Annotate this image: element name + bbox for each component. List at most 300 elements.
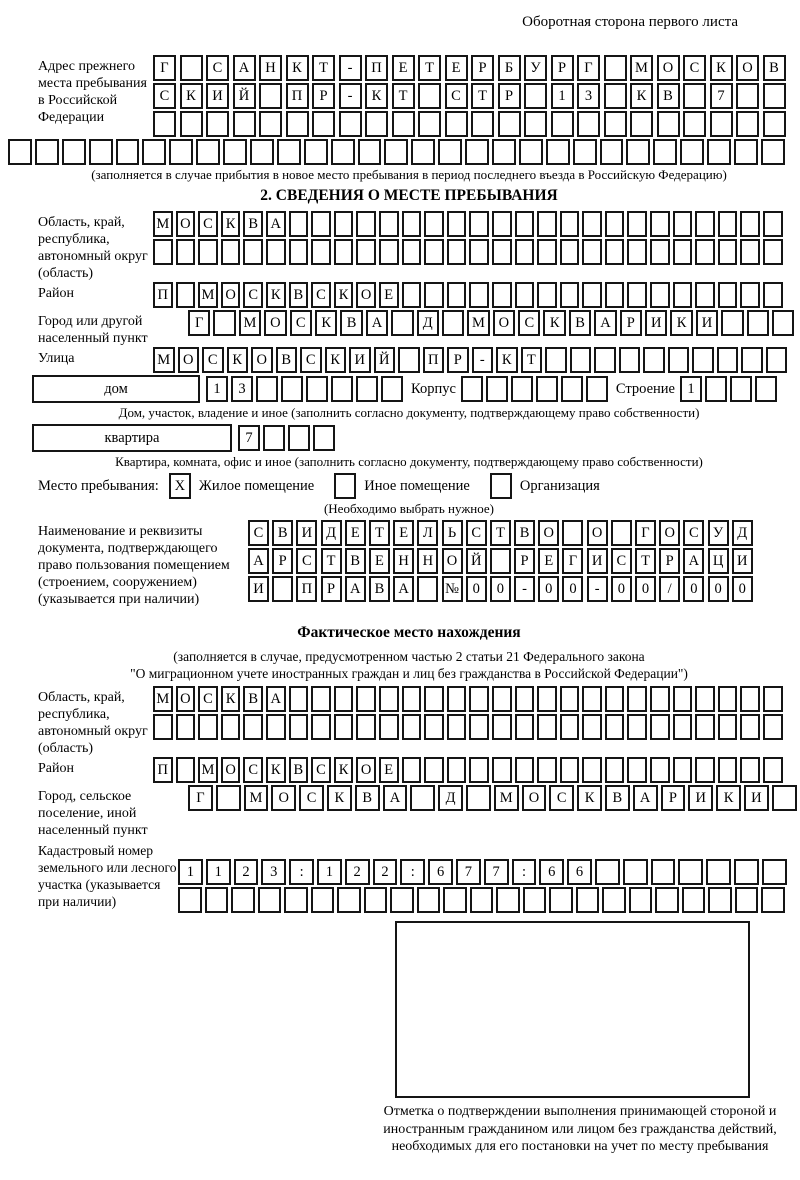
char-box[interactable]: О [587, 520, 608, 546]
char-box[interactable] [683, 83, 706, 109]
char-box[interactable]: 0 [732, 576, 753, 602]
char-box[interactable] [492, 686, 512, 712]
char-box[interactable]: О [221, 757, 241, 783]
char-box[interactable] [611, 520, 632, 546]
char-box[interactable] [650, 714, 670, 740]
char-box[interactable] [740, 686, 760, 712]
char-box[interactable]: Е [393, 520, 414, 546]
char-box[interactable] [392, 111, 415, 137]
char-box[interactable] [334, 686, 354, 712]
char-box[interactable]: К [266, 757, 286, 783]
char-box[interactable]: К [710, 55, 733, 81]
char-box[interactable]: 6 [428, 859, 453, 885]
char-box[interactable]: 2 [234, 859, 259, 885]
char-box[interactable] [356, 239, 376, 265]
char-box[interactable] [470, 887, 494, 913]
char-box[interactable] [718, 282, 738, 308]
char-box[interactable] [657, 111, 680, 137]
char-box[interactable] [735, 887, 759, 913]
char-box[interactable] [356, 686, 376, 712]
char-box[interactable]: С [311, 282, 331, 308]
char-box[interactable] [469, 757, 489, 783]
char-box[interactable]: А [248, 548, 269, 574]
char-box[interactable] [447, 686, 467, 712]
char-box[interactable] [747, 310, 769, 336]
char-box[interactable] [469, 239, 489, 265]
char-box[interactable]: С [683, 55, 706, 81]
char-box[interactable]: 0 [611, 576, 632, 602]
char-box[interactable]: У [708, 520, 729, 546]
char-box[interactable] [604, 55, 627, 81]
char-box[interactable] [623, 859, 648, 885]
char-box[interactable]: О [271, 785, 296, 811]
char-box[interactable] [496, 887, 520, 913]
char-box[interactable] [418, 83, 441, 109]
char-box[interactable] [176, 282, 196, 308]
char-box[interactable]: О [493, 310, 515, 336]
char-box[interactable]: 0 [683, 576, 704, 602]
char-box[interactable] [331, 376, 353, 402]
char-box[interactable]: - [472, 347, 494, 373]
char-box[interactable]: 3 [577, 83, 600, 109]
char-box[interactable] [447, 211, 467, 237]
char-box[interactable] [682, 887, 706, 913]
checkbox-other-premises[interactable] [334, 473, 356, 499]
char-box[interactable]: Т [321, 548, 342, 574]
char-box[interactable]: А [366, 310, 388, 336]
char-box[interactable] [196, 139, 220, 165]
char-box[interactable] [289, 714, 309, 740]
char-box[interactable]: О [356, 757, 376, 783]
char-box[interactable] [560, 282, 580, 308]
char-box[interactable] [402, 239, 422, 265]
char-box[interactable]: Н [259, 55, 282, 81]
char-box[interactable]: П [423, 347, 445, 373]
char-box[interactable]: К [334, 282, 354, 308]
char-box[interactable] [379, 239, 399, 265]
char-box[interactable] [605, 282, 625, 308]
char-box[interactable] [515, 282, 535, 308]
char-box[interactable]: Г [562, 548, 583, 574]
char-box[interactable]: В [289, 757, 309, 783]
char-box[interactable]: : [512, 859, 537, 885]
char-box[interactable] [424, 239, 444, 265]
char-box[interactable]: Р [471, 55, 494, 81]
char-box[interactable] [492, 239, 512, 265]
char-box[interactable] [762, 859, 787, 885]
char-box[interactable] [740, 282, 760, 308]
char-box[interactable] [447, 282, 467, 308]
char-box[interactable]: 1 [551, 83, 574, 109]
char-box[interactable] [600, 139, 624, 165]
char-box[interactable] [560, 239, 580, 265]
char-box[interactable]: Е [345, 520, 366, 546]
char-box[interactable] [537, 282, 557, 308]
char-box[interactable]: М [467, 310, 489, 336]
char-box[interactable] [424, 211, 444, 237]
char-box[interactable] [153, 111, 176, 137]
char-box[interactable]: С [311, 757, 331, 783]
char-box[interactable] [358, 139, 382, 165]
char-box[interactable]: К [543, 310, 565, 336]
char-box[interactable] [411, 139, 435, 165]
char-box[interactable]: П [296, 576, 317, 602]
char-box[interactable] [650, 757, 670, 783]
char-box[interactable] [705, 376, 727, 402]
char-box[interactable] [515, 239, 535, 265]
char-box[interactable] [180, 55, 203, 81]
char-box[interactable] [582, 686, 602, 712]
char-box[interactable] [469, 211, 489, 237]
char-box[interactable]: Г [577, 55, 600, 81]
char-box[interactable] [761, 887, 785, 913]
char-box[interactable]: Р [321, 576, 342, 602]
char-box[interactable] [176, 239, 196, 265]
char-box[interactable]: В [289, 282, 309, 308]
char-box[interactable]: С [518, 310, 540, 336]
char-box[interactable] [402, 211, 422, 237]
char-box[interactable]: А [383, 785, 408, 811]
char-box[interactable]: 7 [710, 83, 733, 109]
char-box[interactable]: П [153, 757, 173, 783]
char-box[interactable]: С [299, 785, 324, 811]
char-box[interactable] [443, 887, 467, 913]
char-box[interactable]: О [251, 347, 273, 373]
char-box[interactable] [740, 714, 760, 740]
char-box[interactable] [673, 686, 693, 712]
char-box[interactable] [438, 139, 462, 165]
char-box[interactable] [655, 887, 679, 913]
char-box[interactable] [734, 139, 758, 165]
char-box[interactable] [718, 686, 738, 712]
char-box[interactable]: О [659, 520, 680, 546]
char-box[interactable] [263, 425, 285, 451]
char-box[interactable] [582, 211, 602, 237]
char-box[interactable]: Р [514, 548, 535, 574]
char-box[interactable] [490, 548, 511, 574]
char-box[interactable] [417, 887, 441, 913]
char-box[interactable] [577, 111, 600, 137]
char-box[interactable] [515, 714, 535, 740]
char-box[interactable] [561, 376, 583, 402]
char-box[interactable] [89, 139, 113, 165]
char-box[interactable] [180, 111, 203, 137]
char-box[interactable]: С [549, 785, 574, 811]
char-box[interactable] [402, 282, 422, 308]
char-box[interactable] [605, 686, 625, 712]
char-box[interactable] [379, 686, 399, 712]
char-box[interactable]: Й [374, 347, 396, 373]
char-box[interactable]: Е [379, 757, 399, 783]
char-box[interactable] [710, 111, 733, 137]
char-box[interactable] [259, 111, 282, 137]
char-box[interactable] [643, 347, 665, 373]
char-box[interactable] [213, 310, 235, 336]
char-box[interactable]: О [538, 520, 559, 546]
char-box[interactable]: М [153, 686, 173, 712]
char-box[interactable]: - [339, 83, 362, 109]
char-box[interactable] [304, 139, 328, 165]
char-box[interactable]: Р [551, 55, 574, 81]
char-box[interactable]: 3 [231, 376, 253, 402]
char-box[interactable]: 7 [238, 425, 260, 451]
char-box[interactable]: - [514, 576, 535, 602]
char-box[interactable]: С [243, 282, 263, 308]
char-box[interactable] [721, 310, 743, 336]
char-box[interactable]: Г [153, 55, 176, 81]
char-box[interactable] [515, 211, 535, 237]
char-box[interactable] [243, 714, 263, 740]
char-box[interactable] [250, 139, 274, 165]
char-box[interactable]: 0 [635, 576, 656, 602]
char-box[interactable]: В [340, 310, 362, 336]
char-box[interactable] [582, 239, 602, 265]
char-box[interactable]: М [239, 310, 261, 336]
char-box[interactable] [536, 376, 558, 402]
char-box[interactable] [586, 376, 608, 402]
char-box[interactable] [417, 576, 438, 602]
char-box[interactable]: Ц [708, 548, 729, 574]
char-box[interactable] [515, 757, 535, 783]
char-box[interactable]: И [296, 520, 317, 546]
char-box[interactable] [176, 714, 196, 740]
char-box[interactable]: Д [321, 520, 342, 546]
char-box[interactable]: Л [417, 520, 438, 546]
char-box[interactable] [763, 282, 783, 308]
char-box[interactable] [761, 139, 785, 165]
char-box[interactable]: Е [369, 548, 390, 574]
char-box[interactable] [223, 139, 247, 165]
char-box[interactable] [311, 211, 331, 237]
char-box[interactable] [198, 239, 218, 265]
char-box[interactable] [673, 211, 693, 237]
char-box[interactable]: И [645, 310, 667, 336]
char-box[interactable]: К [325, 347, 347, 373]
char-box[interactable]: К [577, 785, 602, 811]
confirmation-stamp-box[interactable] [395, 921, 750, 1098]
char-box[interactable] [560, 714, 580, 740]
char-box[interactable]: О [442, 548, 463, 574]
char-box[interactable] [766, 347, 788, 373]
char-box[interactable]: О [178, 347, 200, 373]
checkbox-residential[interactable]: X [169, 473, 191, 499]
char-box[interactable]: М [153, 347, 175, 373]
char-box[interactable] [311, 239, 331, 265]
char-box[interactable]: К [365, 83, 388, 109]
char-box[interactable]: К [496, 347, 518, 373]
char-box[interactable] [198, 714, 218, 740]
char-box[interactable]: В [763, 55, 786, 81]
char-box[interactable] [627, 714, 647, 740]
char-box[interactable] [266, 239, 286, 265]
char-box[interactable] [560, 757, 580, 783]
char-box[interactable] [772, 310, 794, 336]
char-box[interactable] [524, 83, 547, 109]
char-box[interactable] [537, 714, 557, 740]
char-box[interactable]: 1 [317, 859, 342, 885]
char-box[interactable] [492, 757, 512, 783]
char-box[interactable]: Н [417, 548, 438, 574]
char-box[interactable] [424, 686, 444, 712]
char-box[interactable] [447, 757, 467, 783]
char-box[interactable] [627, 211, 647, 237]
char-box[interactable]: С [611, 548, 632, 574]
char-box[interactable] [604, 83, 627, 109]
char-box[interactable]: Т [312, 55, 335, 81]
char-box[interactable] [233, 111, 256, 137]
char-box[interactable]: 0 [562, 576, 583, 602]
char-box[interactable]: И [206, 83, 229, 109]
char-box[interactable] [763, 83, 786, 109]
char-box[interactable] [604, 111, 627, 137]
char-box[interactable] [627, 757, 647, 783]
char-box[interactable] [142, 139, 166, 165]
char-box[interactable]: В [272, 520, 293, 546]
char-box[interactable] [673, 239, 693, 265]
char-box[interactable]: В [243, 211, 263, 237]
char-box[interactable]: А [345, 576, 366, 602]
char-box[interactable]: О [522, 785, 547, 811]
char-box[interactable]: С [300, 347, 322, 373]
char-box[interactable] [627, 239, 647, 265]
char-box[interactable] [695, 686, 715, 712]
char-box[interactable] [551, 111, 574, 137]
char-box[interactable] [424, 757, 444, 783]
char-box[interactable]: 6 [539, 859, 564, 885]
char-box[interactable] [381, 376, 403, 402]
char-box[interactable]: С [683, 520, 704, 546]
char-box[interactable] [718, 714, 738, 740]
char-box[interactable] [582, 282, 602, 308]
char-box[interactable] [466, 785, 491, 811]
char-box[interactable]: А [393, 576, 414, 602]
char-box[interactable]: Р [498, 83, 521, 109]
char-box[interactable] [498, 111, 521, 137]
char-box[interactable]: Р [659, 548, 680, 574]
char-box[interactable]: С [202, 347, 224, 373]
char-box[interactable] [312, 111, 335, 137]
char-box[interactable]: П [153, 282, 173, 308]
char-box[interactable] [410, 785, 435, 811]
char-box[interactable] [683, 111, 706, 137]
char-box[interactable] [311, 887, 335, 913]
char-box[interactable]: Й [466, 548, 487, 574]
char-box[interactable] [763, 211, 783, 237]
char-box[interactable] [560, 211, 580, 237]
char-box[interactable] [284, 887, 308, 913]
char-box[interactable]: Д [417, 310, 439, 336]
char-box[interactable] [763, 757, 783, 783]
char-box[interactable]: М [153, 211, 173, 237]
char-box[interactable] [537, 239, 557, 265]
char-box[interactable]: А [594, 310, 616, 336]
char-box[interactable] [365, 111, 388, 137]
char-box[interactable] [650, 239, 670, 265]
char-box[interactable] [356, 376, 378, 402]
char-box[interactable] [511, 376, 533, 402]
char-box[interactable]: 1 [206, 859, 231, 885]
char-box[interactable] [364, 887, 388, 913]
char-box[interactable]: И [349, 347, 371, 373]
char-box[interactable]: И [587, 548, 608, 574]
char-box[interactable] [116, 139, 140, 165]
char-box[interactable]: Д [438, 785, 463, 811]
char-box[interactable] [736, 111, 759, 137]
char-box[interactable] [673, 757, 693, 783]
char-box[interactable]: И [732, 548, 753, 574]
char-box[interactable] [289, 686, 309, 712]
char-box[interactable] [492, 211, 512, 237]
char-box[interactable]: : [289, 859, 314, 885]
char-box[interactable]: Р [272, 548, 293, 574]
char-box[interactable] [651, 859, 676, 885]
char-box[interactable]: Р [447, 347, 469, 373]
char-box[interactable]: 0 [466, 576, 487, 602]
char-box[interactable]: М [630, 55, 653, 81]
char-box[interactable] [492, 282, 512, 308]
char-box[interactable] [519, 139, 543, 165]
char-box[interactable]: И [744, 785, 769, 811]
char-box[interactable] [334, 714, 354, 740]
char-box[interactable]: Р [312, 83, 335, 109]
char-box[interactable] [311, 686, 331, 712]
char-box[interactable]: № [442, 576, 463, 602]
char-box[interactable]: Р [661, 785, 686, 811]
char-box[interactable] [594, 347, 616, 373]
char-box[interactable] [402, 714, 422, 740]
char-box[interactable] [62, 139, 86, 165]
char-box[interactable] [626, 139, 650, 165]
char-box[interactable]: Т [635, 548, 656, 574]
char-box[interactable] [492, 139, 516, 165]
char-box[interactable] [277, 139, 301, 165]
char-box[interactable] [627, 686, 647, 712]
char-box[interactable] [692, 347, 714, 373]
char-box[interactable] [570, 347, 592, 373]
char-box[interactable] [281, 376, 303, 402]
char-box[interactable]: И [688, 785, 713, 811]
char-box[interactable] [178, 887, 202, 913]
char-box[interactable] [469, 714, 489, 740]
char-box[interactable]: К [266, 282, 286, 308]
char-box[interactable]: О [657, 55, 680, 81]
char-box[interactable]: А [633, 785, 658, 811]
char-box[interactable] [619, 347, 641, 373]
char-box[interactable]: С [445, 83, 468, 109]
char-box[interactable] [653, 139, 677, 165]
char-box[interactable] [311, 714, 331, 740]
char-box[interactable] [763, 686, 783, 712]
char-box[interactable]: П [286, 83, 309, 109]
char-box[interactable] [763, 239, 783, 265]
char-box[interactable]: - [587, 576, 608, 602]
char-box[interactable]: Г [188, 310, 210, 336]
char-box[interactable]: 1 [680, 376, 702, 402]
char-box[interactable] [266, 714, 286, 740]
char-box[interactable]: Т [418, 55, 441, 81]
char-box[interactable] [402, 757, 422, 783]
char-box[interactable] [668, 347, 690, 373]
char-box[interactable]: А [683, 548, 704, 574]
char-box[interactable] [205, 887, 229, 913]
char-box[interactable]: Т [471, 83, 494, 109]
char-box[interactable] [153, 239, 173, 265]
char-box[interactable] [537, 211, 557, 237]
char-box[interactable]: О [221, 282, 241, 308]
char-box[interactable]: 2 [373, 859, 398, 885]
char-box[interactable] [560, 686, 580, 712]
char-box[interactable] [537, 686, 557, 712]
